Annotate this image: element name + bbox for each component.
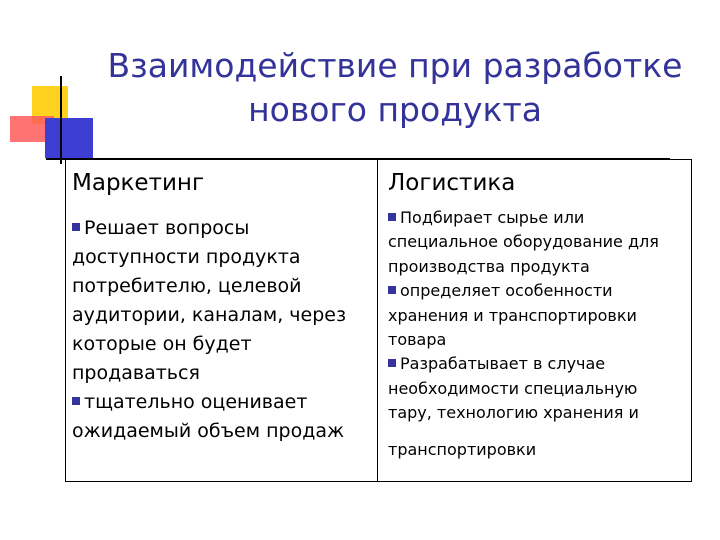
marketing-header: Маркетинг [72,170,205,196]
bullet-icon [388,213,396,221]
decor-vertical-line [60,76,62,164]
bullet-icon [72,397,80,405]
text-line: транспортировки [388,439,537,459]
text-line: необходимости специальную [388,378,638,398]
text-line: аудитории, каналам, через [72,304,347,326]
bullet-icon [388,286,396,294]
marketing-column [72,160,374,446]
text-line: специальное оборудование для [388,232,659,252]
text-line: продаваться [72,362,200,384]
list-item: Решает вопросы [72,214,374,243]
list-item: Разрабатывает в случае [388,352,688,376]
bullet-icon [72,223,80,231]
logistics-column [388,160,688,462]
title-line-2: нового продукта [248,90,542,129]
marketing-body [72,214,374,446]
slide-title [70,44,720,132]
bullet-icon [388,359,396,367]
list-item: определяет особенности [388,279,688,303]
comparison-table [65,159,692,482]
logistics-body [388,206,688,462]
list-item: Подбирает сырье или [388,206,688,230]
list-item: тщательно оценивает [72,388,374,417]
text-line: которые он будет [72,333,252,355]
text-line: товара [388,330,447,350]
text-line: хранения и транспортировки [388,305,637,325]
text-line: производства продукта [388,256,590,276]
title-line-1: Взаимодействие при разработке [107,46,683,85]
logistics-header: Логистика [388,170,516,196]
text-line: доступности продукта [72,246,301,268]
text-line: потребителю, целевой [72,275,302,297]
column-divider [377,160,378,481]
text-line: ожидаемый объем продаж [72,420,345,442]
text-line: тару, технологию хранения и [388,403,639,423]
